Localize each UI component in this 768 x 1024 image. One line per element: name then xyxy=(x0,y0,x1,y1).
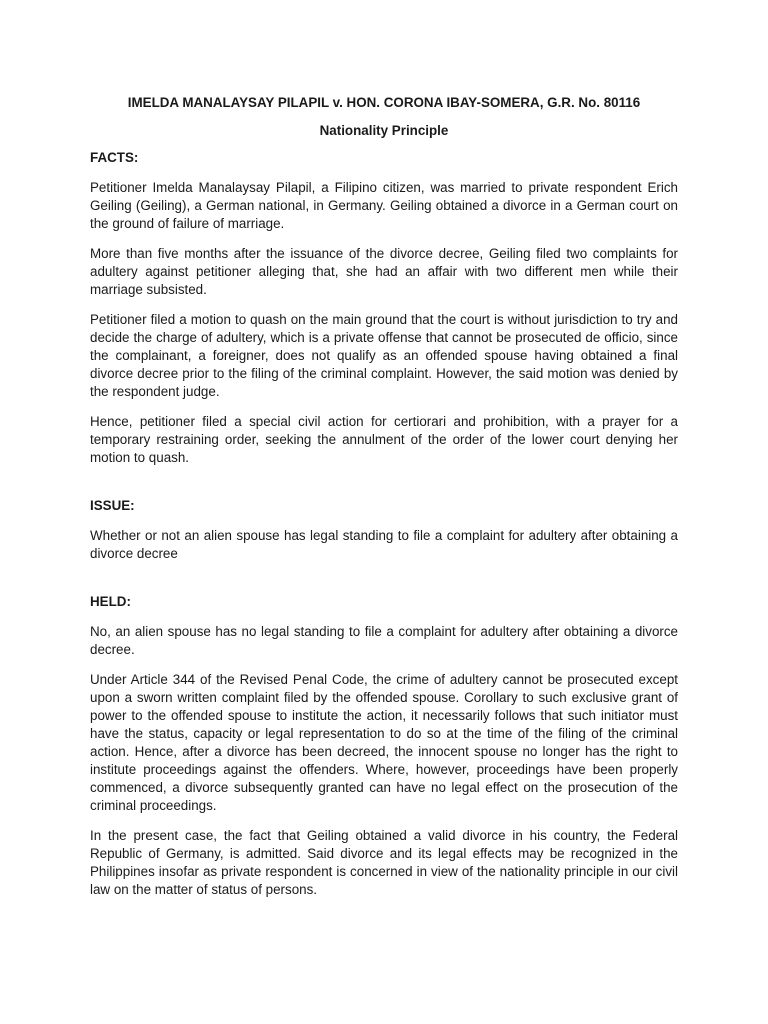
facts-heading: FACTS: xyxy=(90,150,139,165)
issue-section xyxy=(90,497,678,563)
case-subtitle: Nationality Principle xyxy=(319,123,449,138)
facts-paragraph: Petitioner filed a motion to quash on the main ground that the court is without jurisdiction to try and decide the charge of adultery, which is a private offense that cannot be prosecuted de officio, since the complainant, a foreigner, does not qualify as an offended spouse having obtained a final divorce decree prior to the filing of the criminal complaint. However, the said motion was denied by the respondent judge. xyxy=(90,312,678,399)
issue-heading: ISSUE: xyxy=(90,498,135,513)
document-page xyxy=(90,94,678,899)
held-section xyxy=(90,593,678,899)
held-paragraph: No, an alien spouse has no legal standing to file a complaint for adultery after obtaining a divorce decree. xyxy=(90,624,678,657)
held-paragraph: In the present case, the fact that Geiling obtained a valid divorce in his country, the Federal Republic of Germany, is admitted. Said divorce and its legal effects may be recognized in the Philippines insofar as private respondent is concerned in view of the nationality principle in our civil law on the matter of status of persons. xyxy=(90,828,678,897)
facts-paragraph: More than five months after the issuance of the divorce decree, Geiling filed two complaints for adultery against petitioner alleging that, she had an affair with two different men while their marriage subsisted. xyxy=(90,246,678,297)
case-title: IMELDA MANALAYSAY PILAPIL v. HON. CORONA IBAY-SOMERA, G.R. No. 80116 xyxy=(127,95,641,110)
facts-section xyxy=(90,149,678,467)
facts-paragraph: Petitioner Imelda Manalaysay Pilapil, a Filipino citizen, was married to private respondent Erich Geiling (Geiling), a German national, in Germany. Geiling obtained a divorce in a German court on the ground of failure of marriage. xyxy=(90,180,678,231)
held-paragraph: Under Article 344 of the Revised Penal Code, the crime of adultery cannot be prosecuted except upon a sworn written complaint filed by the offended spouse. Corollary to such exclusive grant of power to the offended spouse to institute the action, it necessarily follows that such initiator must have the status, capacity or legal representation to do so at the time of the filing of the criminal action. Hence, after a divorce has been decreed, the innocent spouse no longer has the right to institute proceedings against the offenders. Where, however, proceedings have been properly commenced, a divorce subsequently granted can have no legal effect on the prosecution of the criminal proceedings. xyxy=(90,672,678,813)
held-heading: HELD: xyxy=(90,594,131,609)
issue-paragraph: Whether or not an alien spouse has legal standing to file a complaint for adultery after obtaining a divorce decree xyxy=(90,528,678,561)
facts-paragraph: Hence, petitioner filed a special civil action for certiorari and prohibition, with a prayer for a temporary restraining order, seeking the annulment of the order of the lower court denying her motion to quash. xyxy=(90,414,678,465)
